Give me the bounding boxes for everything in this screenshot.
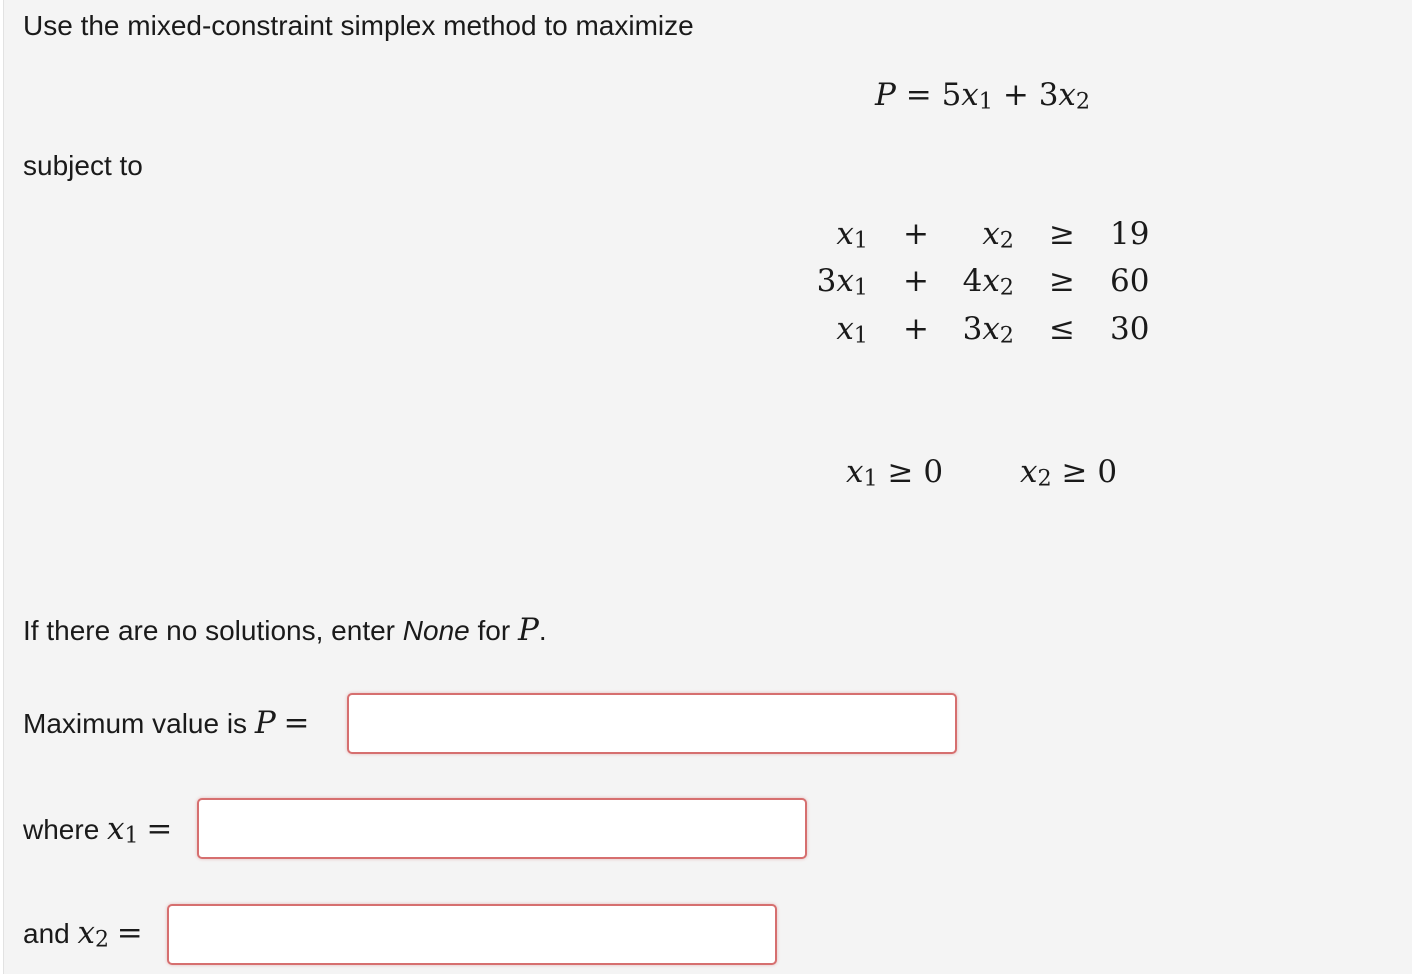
objective-function <box>875 77 1090 113</box>
objective-coef-1: 5 <box>941 77 962 113</box>
subject-to-label: subject to <box>23 150 143 181</box>
objective-sub-2: 2 <box>1075 88 1091 115</box>
constraint-row-2-term-1: $3x_1$ <box>816 263 868 301</box>
constraint-row-3-relation: ≤ <box>1049 311 1075 347</box>
constraint-row-3-op: + <box>903 311 929 347</box>
objective-var-2: x <box>1058 77 1076 113</box>
note-text-mid: for <box>469 615 518 646</box>
constraint-row-1-term-1: $x_1$ <box>836 216 868 254</box>
constraint-row-3-term-2: $3x_2$ <box>962 311 1014 349</box>
nonneg-x2: $x_2 \ge 0$ <box>1020 454 1118 492</box>
constraint-row-1-op: + <box>903 216 929 252</box>
constraint-row-2-rhs: 60 <box>1110 263 1150 299</box>
constraint-row-3-rhs: 30 <box>1110 311 1150 347</box>
objective-plus: + <box>1002 77 1029 113</box>
max-value-input[interactable] <box>347 693 957 754</box>
question-intro: Use the mixed-constraint simplex method to maximize <box>23 10 694 41</box>
constraint-row-1-relation: ≥ <box>1049 216 1075 252</box>
nonneg-x1: $x_1 \ge 0$ <box>846 454 944 492</box>
objective-sub-1: 1 <box>978 88 993 115</box>
max-value-label: Maximum value is P = <box>23 705 310 741</box>
x1-label: where $x_1$ = <box>23 811 173 849</box>
constraint-row-1-rhs: 19 <box>1110 216 1150 252</box>
constraint-row-1-term-2: $x_2$ <box>982 216 1014 254</box>
note-var-p: P <box>517 612 539 648</box>
objective-lhs: P <box>875 77 896 113</box>
constraint-row-2-term-2: $4x_2$ <box>962 263 1014 301</box>
objective-coef-2: 3 <box>1038 77 1059 113</box>
x2-label: and $x_2$ = <box>23 915 143 953</box>
objective-var-1: x <box>961 77 979 113</box>
x2-input[interactable] <box>167 904 777 965</box>
note-period: . <box>538 615 547 646</box>
note-text: If there are no solutions, enter <box>23 615 403 646</box>
constraint-row-2-op: + <box>903 263 929 299</box>
x1-input[interactable] <box>197 798 807 859</box>
constraint-row-2-relation: ≥ <box>1049 263 1075 299</box>
constraint-row-3-term-1: $x_1$ <box>836 311 868 349</box>
objective-equals: = <box>905 77 932 113</box>
note-none-keyword: None <box>402 615 470 646</box>
no-solution-note <box>23 613 547 648</box>
